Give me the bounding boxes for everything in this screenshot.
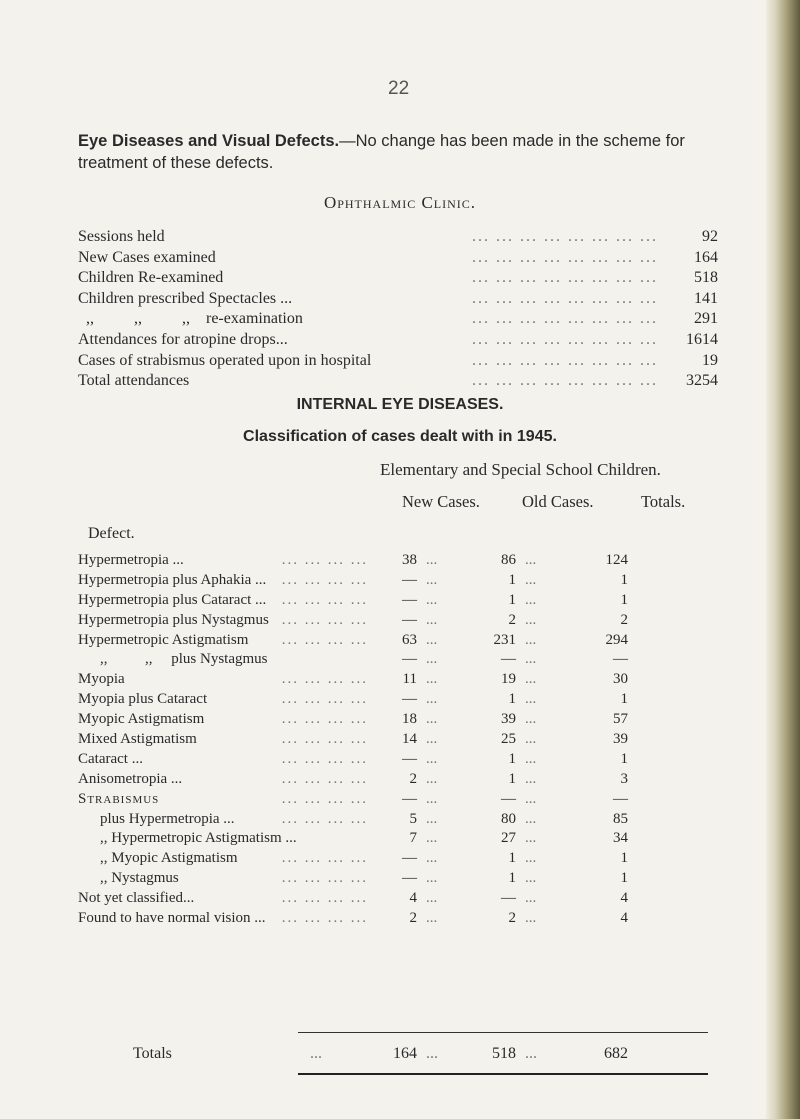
stat-row: ... ... ... ... ... ... ... ... Sessions held 92 (78, 228, 718, 245)
table-row: ... ... ... ... Myopia 11 ... 19 ... 30 (78, 671, 628, 688)
stat-value: 19 (702, 351, 718, 369)
table-row: ... ... ... ... Not yet classified... 4 ... — ... 4 (78, 890, 628, 907)
totals-label: Totals (133, 1045, 172, 1062)
totals-rule-bottom (298, 1073, 708, 1075)
page-binding-edge (766, 0, 800, 1119)
table-row: ... ... ... ... Hypermetropia plus Cataract ... — ... 1 ... 1 (78, 591, 628, 608)
table-row: ... ... ... ... Mixed Astigmatism 14 ... 25 ... 39 (78, 731, 628, 748)
stat-row: ... ... ... ... ... ... ... ... Children Re-examined 518 (78, 269, 718, 287)
table-row: ... ... ... ... Hypermetropic Astigmatism 63 ... 231 ... 294 (78, 631, 628, 648)
stat-label: New Cases examined (78, 249, 222, 267)
stat-row: ... ... ... ... ... ... ... ... Cases of strabismus operated upon in hospital 19 (78, 351, 718, 369)
table-row: ... ... ... ... plus Hypermetropia ... 5 ... 80 ... 85 (78, 811, 718, 831)
table-row: ... ... ... ... Anisometropia ... 2 ... 1 ... 3 (78, 770, 628, 787)
stat-value: 92 (702, 228, 718, 245)
table-row: ... ... ... ... Hypermetropia plus Nystagmus — ... 2 ... 2 (78, 611, 628, 628)
table-row: ... ... ... ... ,, Nystagmus — ... 1 ... 1 (78, 870, 718, 890)
table-row: ... ... ... ... ,, Myopic Astigmatism — ... 1 ... 1 (78, 850, 718, 870)
totals-row: Totals ... 164 ... 518 ... 682 (133, 1045, 628, 1062)
intro-text: —No change has been made in the scheme for treatment of these defects. (78, 132, 685, 172)
stat-value: 291 (694, 310, 718, 328)
column-header-old-cases: Old Cases. (522, 492, 594, 511)
section-title: INTERNAL EYE DISEASES. (296, 396, 504, 413)
stat-row: ... ... ... ... ... ... ... ... Total attendances 3254 (78, 372, 718, 390)
stat-label: Sessions held (78, 228, 171, 246)
totals-rule-top (298, 1032, 708, 1033)
section-subtitle: Classification of cases dealt with in 1945. (243, 428, 557, 445)
page-number: 22 (388, 78, 410, 99)
stat-row: ... ... ... ... ... ... ... ... Attendances for atropine drops... 1614 (78, 330, 718, 348)
table-row: ... ... ... ... Myopia plus Cataract — ... 1 ... 1 (78, 691, 628, 708)
stat-row: ... ... ... ... ... ... ... ... Children prescribed Spectacles ... 141 (78, 289, 718, 307)
stat-value: 3254 (686, 372, 718, 390)
table-row: ... ... ... ... Hypermetropia ... 38 ... 86 ... 124 (78, 552, 628, 568)
table-row: ... ... ... ... Cataract ... — ... 1 ... 1 (78, 750, 628, 767)
table-row: ... ... ... ... Hypermetropia plus Aphakia ... — ... 1 ... 1 (78, 571, 628, 588)
stat-value: 1614 (686, 330, 718, 348)
column-header-new-cases: New Cases. (402, 492, 480, 511)
stat-label: Total attendances (78, 372, 195, 390)
totals-new: 164 (393, 1045, 417, 1062)
clinic-stats (78, 228, 718, 393)
table-row: ,, Hypermetropic Astigmatism ... 7 ... 27 ... 34 (100, 830, 628, 847)
intro-lead: Eye Diseases and Visual Defects. (78, 132, 340, 150)
stat-row: ... ... ... ... ... ... ... ... New Cases examined 164 (78, 248, 718, 266)
table-row: ... ... ... ... Found to have normal vision ... 2 ... 2 ... 4 (78, 910, 628, 927)
group-title: Elementary and Special School Children. (380, 460, 661, 479)
stat-value: 518 (694, 269, 718, 287)
totals-total: 682 (604, 1045, 628, 1062)
stat-value: 164 (694, 248, 718, 266)
defects-table (78, 552, 718, 930)
totals-old: 518 (492, 1045, 516, 1062)
stat-label: ,, ,, ,, re-examination (78, 310, 309, 328)
stat-label: Attendances for atropine drops... (78, 331, 294, 349)
table-row: ... ... ... ... Strabismus — ... — ... — (78, 790, 628, 807)
table-row: ,, ,, plus Nystagmus — ... — ... — (100, 651, 628, 668)
column-header-totals: Totals. (641, 492, 686, 511)
stat-row: ... ... ... ... ... ... ... ... ,, ,, ,, re-examination 291 (78, 310, 718, 331)
stat-value: 141 (694, 289, 718, 307)
column-header-defect: Defect. (88, 525, 135, 542)
stat-label: Cases of strabismus operated upon in hospital (78, 352, 377, 370)
clinic-title: Ophthalmic Clinic. (323, 193, 477, 212)
table-row: ... ... ... ... Myopic Astigmatism 18 ... 39 ... 57 (78, 711, 628, 728)
stat-label: Children prescribed Spectacles ... (78, 290, 298, 308)
stat-label: Children Re-examined (78, 269, 229, 287)
intro-paragraph (78, 130, 718, 174)
